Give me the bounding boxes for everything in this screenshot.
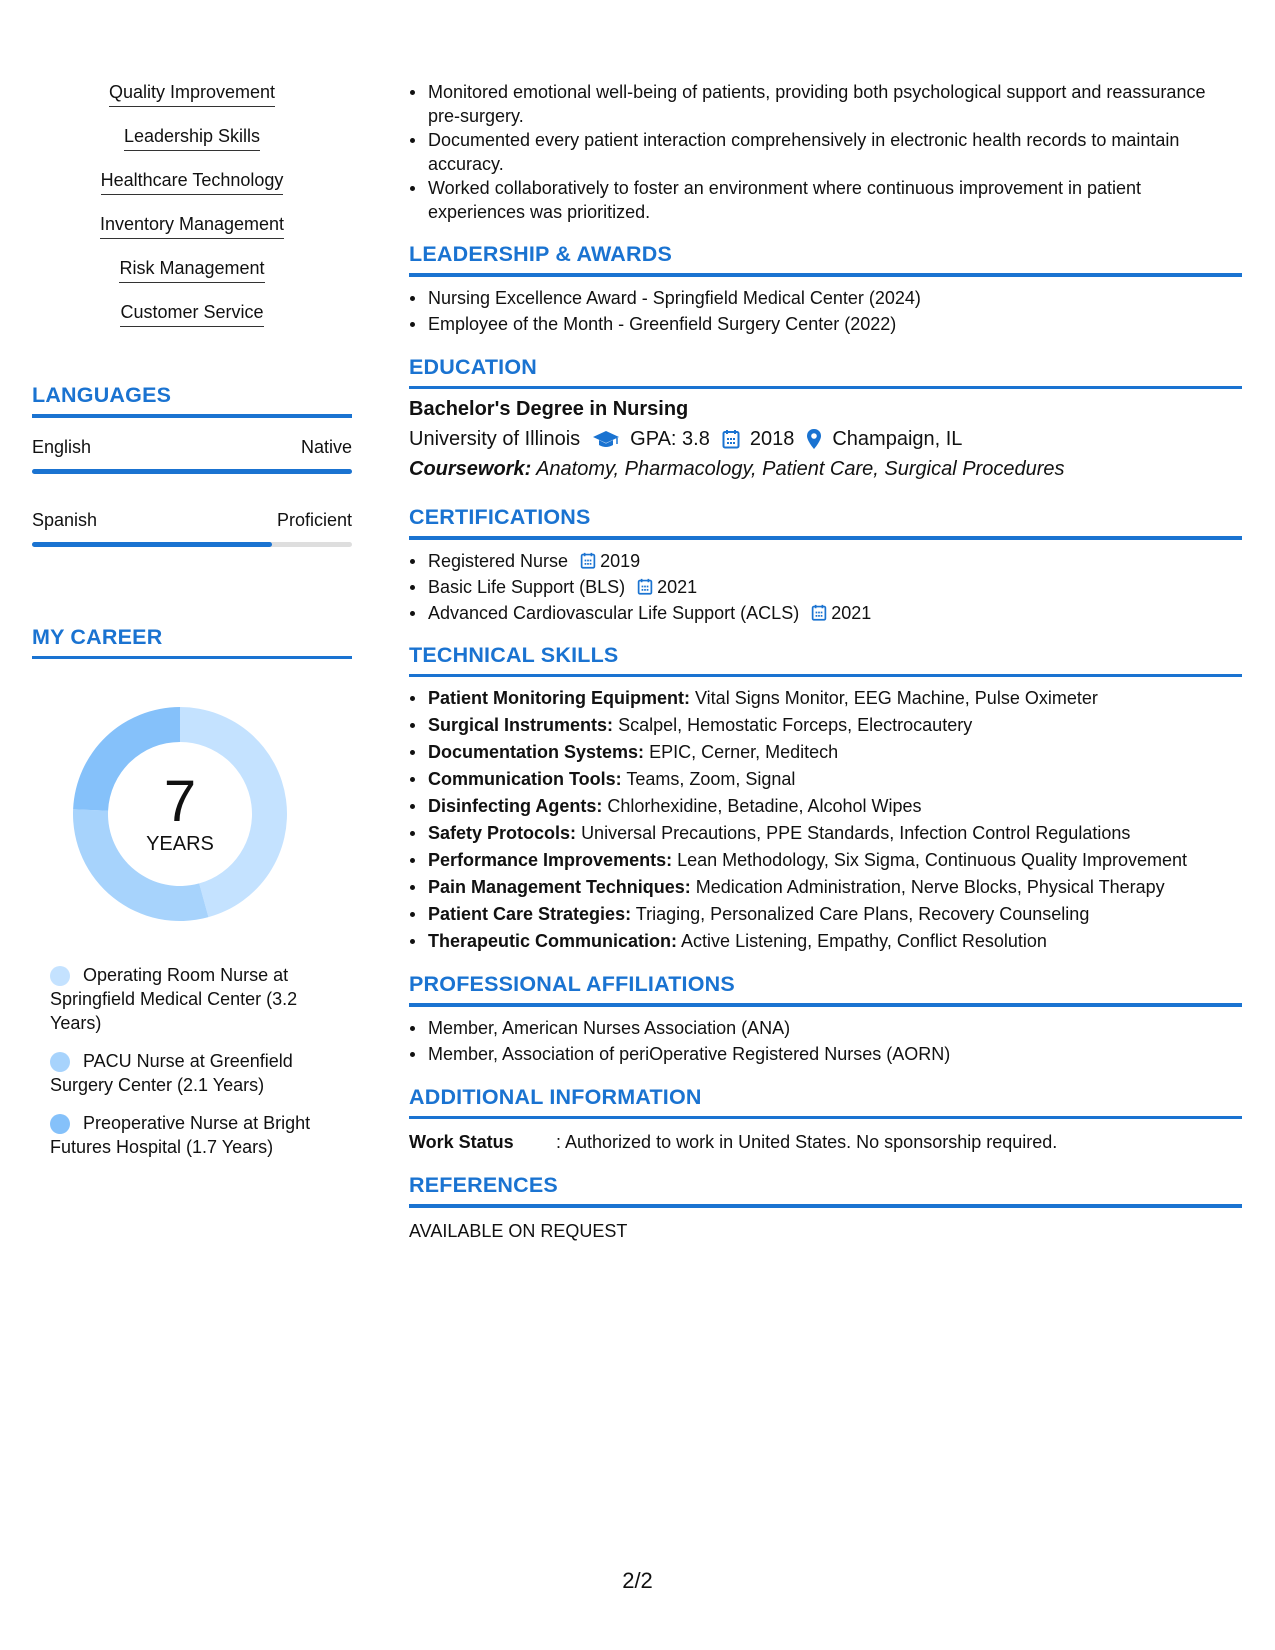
list-item [409, 601, 1242, 625]
list-item [409, 740, 1242, 764]
education-school: University of Illinois [409, 428, 581, 450]
language-bar [32, 469, 352, 474]
references-title: REFERENCES [409, 1173, 558, 1197]
language-bar [32, 542, 352, 547]
career-legend [32, 963, 352, 1159]
legend-item [50, 1049, 352, 1097]
additional-section [409, 1083, 1242, 1155]
list-item [409, 929, 1242, 953]
languages-title: LANGUAGES [32, 383, 172, 407]
skill-item: Risk Management [119, 256, 264, 283]
certifications-section [409, 503, 1242, 625]
skill-value: Medication Administration, Nerve Blocks, Physical Therapy [695, 877, 1165, 897]
education-title: EDUCATION [409, 354, 538, 379]
skill-item: Healthcare Technology [101, 168, 284, 195]
education-degree: Bachelor's Degree in Nursing [409, 398, 689, 420]
additional-title: ADDITIONAL INFORMATION [409, 1084, 702, 1109]
awards-section [409, 240, 1242, 336]
education-location: Champaign, IL [832, 428, 963, 450]
affiliations-section [409, 970, 1242, 1066]
legend-item [50, 963, 352, 1035]
language-name: Spanish [32, 509, 98, 530]
work-status-label: Work Status [409, 1132, 514, 1152]
skill-value: Chlorhexidine, Betadine, Alcohol Wipes [607, 796, 922, 816]
list-item: Monitored emotional well-being of patients, providing both psychological support and reassurance pre-surgery. [409, 80, 1242, 128]
skill-value: Scalpel, Hemostatic Forceps, Electrocautery [618, 715, 973, 735]
language-bar-fill [32, 542, 272, 547]
skill-value: EPIC, Cerner, Meditech [649, 742, 839, 762]
language-row [32, 435, 352, 459]
work-status-row [409, 1130, 1242, 1154]
career-section [32, 623, 352, 1160]
career-total: 7 [163, 769, 197, 834]
calendar-icon [722, 429, 740, 449]
language-level: Native [300, 436, 352, 457]
section-divider [32, 414, 352, 418]
certifications-list [409, 549, 1242, 625]
cert-year: 2019 [600, 550, 641, 571]
legend-item [50, 1111, 352, 1159]
affiliations-title: PROFESSIONAL AFFILIATIONS [409, 972, 735, 996]
language-level: Proficient [276, 509, 352, 530]
skill-label: Surgical Instruments: [428, 715, 614, 735]
skill-item: Inventory Management [100, 212, 284, 239]
list-item [409, 902, 1242, 926]
skill-label: Pain Management Techniques: [428, 877, 691, 897]
location-pin-icon [806, 428, 822, 450]
cert-name: Registered Nurse [428, 550, 569, 571]
awards-list [409, 286, 1242, 336]
cert-year: 2021 [831, 602, 872, 623]
legend-dot [50, 966, 70, 986]
skill-item: Leadership Skills [124, 124, 260, 151]
skill-value: Triaging, Personalized Care Plans, Recovery Counseling [635, 904, 1090, 924]
list-item [409, 575, 1242, 599]
skill-label: Performance Improvements: [428, 850, 673, 870]
list-item [409, 549, 1242, 573]
technical-section [409, 641, 1242, 954]
right-column [409, 80, 1242, 1243]
skill-label: Communication Tools: [428, 769, 622, 789]
list-item: Employee of the Month - Greenfield Surgery Center (2022) [409, 312, 1242, 336]
list-item [409, 821, 1242, 845]
skill-label: Documentation Systems: [428, 742, 645, 762]
language-bar-fill [32, 469, 352, 474]
list-item: Nursing Excellence Award - Springfield Medical Center (2024) [409, 286, 1242, 310]
list-item [409, 686, 1242, 710]
page-number: 2/2 [622, 1568, 653, 1593]
affiliations-list [409, 1016, 1242, 1066]
education-section [409, 353, 1242, 484]
career-unit: YEARS [146, 833, 214, 855]
languages-section [32, 381, 352, 547]
cert-year: 2021 [657, 576, 698, 597]
technical-title: TECHNICAL SKILLS [409, 642, 619, 667]
skill-value: Teams, Zoom, Signal [626, 769, 796, 789]
list-item: Worked collaboratively to foster an environment where continuous improvement in patient experiences was prioritized. [409, 176, 1242, 224]
list-item [409, 713, 1242, 737]
skill-label: Safety Protocols: [428, 823, 577, 843]
skill-label: Disinfecting Agents: [428, 796, 603, 816]
work-status-value: : Authorized to work in United States. No sponsorship required. [556, 1132, 1058, 1152]
career-title: MY CAREER [32, 624, 163, 649]
calendar-icon [811, 604, 827, 621]
language-row [32, 508, 352, 532]
certifications-title: CERTIFICATIONS [409, 505, 591, 529]
list-item: Documented every patient interaction comprehensively in electronic health records to maintain accuracy. [409, 128, 1242, 176]
skill-item: Customer Service [120, 300, 263, 327]
skill-value: Lean Methodology, Six Sigma, Continuous Quality Improvement [677, 850, 1188, 870]
technical-list [409, 686, 1242, 953]
skill-item: Quality Improvement [109, 80, 275, 107]
skill-label: Patient Care Strategies: [428, 904, 632, 924]
section-divider [409, 1204, 1242, 1208]
skill-value: Vital Signs Monitor, EEG Machine, Pulse Oximeter [695, 688, 1098, 708]
section-divider [409, 536, 1242, 540]
section-divider [409, 1003, 1242, 1007]
calendar-icon [637, 578, 653, 595]
list-item [409, 848, 1242, 872]
section-divider [409, 1116, 1242, 1120]
awards-title: LEADERSHIP & AWARDS [409, 242, 673, 266]
legend-label: Operating Room Nurse at Springfield Medical Center (3.2 Years) [50, 965, 298, 1033]
legend-dot [50, 1114, 70, 1134]
graduation-cap-icon [592, 429, 620, 449]
experience-bullets [409, 80, 1242, 224]
cert-name: Basic Life Support (BLS) [428, 576, 626, 597]
legend-label: Preoperative Nurse at Bright Futures Hospital (1.7 Years) [50, 1113, 311, 1157]
calendar-icon [580, 552, 596, 569]
language-name: English [32, 436, 92, 457]
education-details [409, 425, 1242, 453]
list-item [409, 794, 1242, 818]
references-text: AVAILABLE ON REQUEST [409, 1220, 628, 1241]
legend-dot [50, 1052, 70, 1072]
coursework-label: Coursework: [409, 458, 532, 480]
section-divider [409, 674, 1242, 678]
education-gpa: GPA: 3.8 [630, 428, 710, 450]
skill-label: Patient Monitoring Equipment: [428, 688, 690, 708]
left-column [32, 80, 352, 1173]
list-item [409, 875, 1242, 899]
coursework-text: Anatomy, Pharmacology, Patient Care, Surgical Procedures [536, 458, 1065, 480]
career-donut-chart [65, 699, 295, 929]
legend-label: PACU Nurse at Greenfield Surgery Center (2.1 Years) [50, 1051, 293, 1095]
skill-label: Therapeutic Communication: [428, 931, 678, 951]
list-item [409, 767, 1242, 791]
list-item: Member, Association of periOperative Registered Nurses (AORN) [409, 1042, 1242, 1066]
skill-value: Active Listening, Empathy, Conflict Resolution [681, 931, 1047, 951]
skill-value: Universal Precautions, PPE Standards, Infection Control Regulations [581, 823, 1131, 843]
section-divider [409, 273, 1242, 277]
skills-list [32, 80, 352, 344]
section-divider [409, 386, 1242, 390]
references-section [409, 1171, 1242, 1243]
education-coursework [409, 455, 1242, 483]
cert-name: Advanced Cardiovascular Life Support (ACLS) [428, 602, 800, 623]
list-item: Member, American Nurses Association (ANA) [409, 1016, 1242, 1040]
education-year: 2018 [749, 428, 795, 450]
career-center [65, 699, 295, 929]
section-divider [32, 656, 352, 660]
